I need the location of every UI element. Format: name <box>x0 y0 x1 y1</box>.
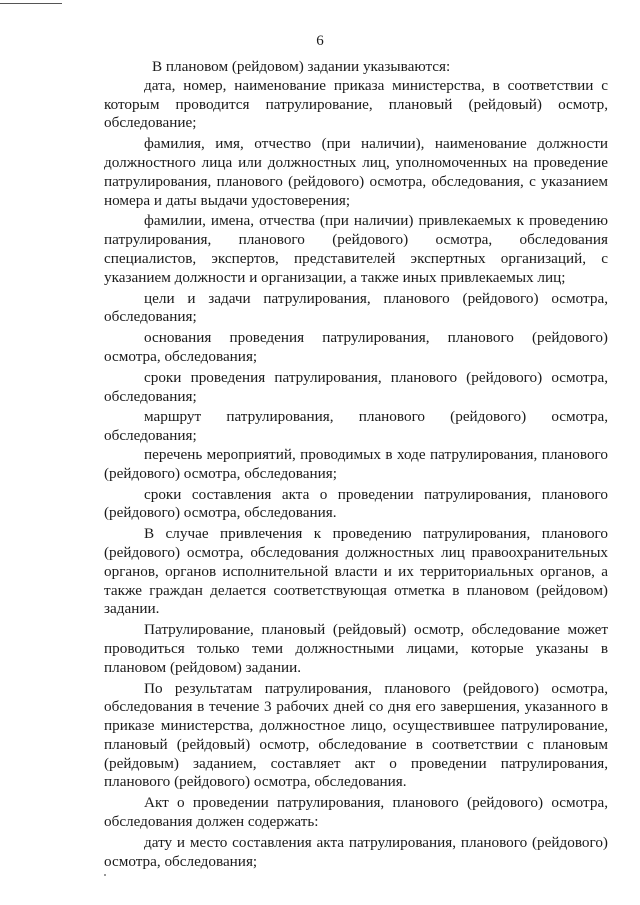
page-number: 6 <box>316 33 324 49</box>
paragraph-authorized-persons: Патрулирование, плановый (рейдовый) осмотр, обследование может проводиться только теми должностными лицами, которые указаны в плановом (рейдовом) задании. <box>104 621 608 676</box>
paragraph-item-order: дата, номер, наименование приказа министерства, в соответствии с которым проводится патрулирование, плановый (рейдовый) осмотр, обследование; <box>104 76 608 132</box>
paragraph-involvement: В случае привлечения к проведению патрулирования, планового (рейдового) осмотра, обследования должностных лиц правоохранительных органов, органов исполнительной власти и их территориальных органов, а также граждан делается соответствующая отметка в плановом (рейдовом) задании. <box>104 525 608 618</box>
scan-corner-mark <box>0 3 62 4</box>
paragraph-act-contents: Акт о проведении патрулирования, планового (рейдового) осмотра, обследования должен содержать: <box>104 794 608 831</box>
paragraph-item-terms: сроки проведения патрулирования, планового (рейдового) осмотра, обследования; <box>104 368 608 405</box>
paragraph-item-date-place: дату и место составления акта патрулирования, планового (рейдового) осмотра, обследования; <box>104 833 608 870</box>
paragraph-intro: В плановом (рейдовом) задании указываются: <box>152 58 451 75</box>
paragraph-item-grounds: основания проведения патрулирования, планового (рейдового) осмотра, обследования; <box>104 329 608 365</box>
paragraph-item-route: маршрут патрулирования, планового (рейдового) осмотра, обследования; <box>104 408 608 445</box>
document-body <box>104 58 608 871</box>
paragraph-item-official: фамилия, имя, отчество (при наличии), наименование должности должностного лица или должностных лиц, уполномоченных на проведение патрулирования, планового (рейдового) осмотра, обследования, с указанием номера и даты выдачи удостоверения; <box>104 135 608 209</box>
paragraph-item-activities: перечень мероприятий, проводимых в ходе патрулирования, планового (рейдового) осмотра, обследования; <box>104 445 608 482</box>
scan-dot-mark <box>104 874 106 876</box>
paragraph-results: По результатам патрулирования, планового (рейдового) осмотра, обследования в течение 3 рабочих дней со дня его завершения, указанного в приказе министерства, должностное лицо, осуществившее патрулирование, плановый (рейдовый) осмотр, обследование в соответствии с плановым (рейдовым) заданием, составляет акт о проведении патрулирования, планового (рейдового) осмотра, обследования. <box>104 679 608 791</box>
paragraph-item-goals: цели и задачи патрулирования, планового (рейдового) осмотра, обследования; <box>104 289 608 326</box>
paragraph-item-specialists: фамилии, имена, отчества (при наличии) привлекаемых к проведению патрулирования, планового (рейдового) осмотра, обследования специалистов, экспертов, представителей экспертных организаций, с указанием должности и организации, а также иных привлекаемых лиц; <box>104 212 608 286</box>
paragraph-item-act-terms: сроки составления акта о проведении патрулирования, планового (рейдового) осмотра, обследования. <box>104 485 608 522</box>
